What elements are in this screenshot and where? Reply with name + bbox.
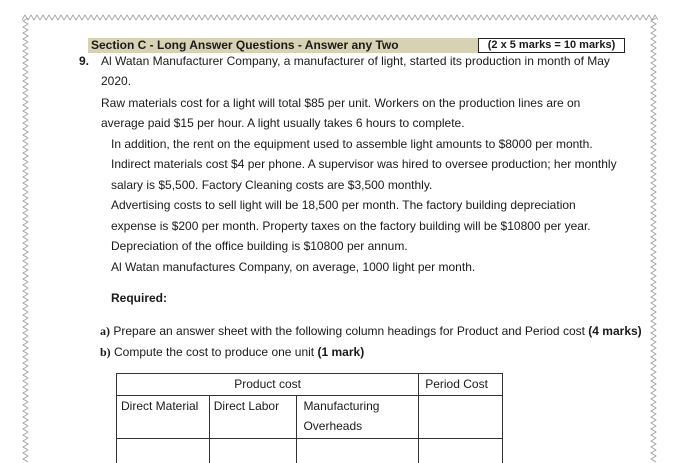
task-b-label: b)	[100, 345, 111, 359]
perforated-top-border	[22, 14, 658, 22]
table-cell	[117, 439, 210, 463]
question-line: 2020.	[101, 74, 132, 88]
question-line: salary is $5,500. Factory Cleaning costs are $3,500 monthly.	[111, 178, 433, 192]
question-line: Al Watan manufactures Company, on average, 1000 light per month.	[111, 260, 476, 274]
table-cell	[419, 439, 503, 463]
perforated-right-border	[650, 18, 658, 463]
period-cost-header: Period Cost	[419, 374, 503, 396]
question-line: Indirect materials cost $4 per phone. A supervisor was hired to oversee production; her monthly	[111, 157, 617, 171]
period-cost-cell	[419, 396, 503, 439]
question-line: Raw materials cost for a light will total $85 per unit. Workers on the production lines are on	[101, 96, 581, 110]
question-line: In addition, the rent on the equipment used to assemble light amounts to $8000 per month.	[111, 137, 593, 151]
task-b-marks: (1 mark)	[317, 345, 365, 359]
question-number: 9.	[79, 54, 90, 68]
required-label: Required:	[111, 291, 168, 305]
task-a-text: Prepare an answer sheet with the following column headings for Product and Period cost	[113, 324, 585, 338]
question-line: Al Watan Manufacturer Company, a manufacturer of light, started its production in month of May	[101, 54, 610, 68]
section-header-title: Section C - Long Answer Questions - Answer any Two	[91, 38, 399, 52]
table-header-row	[117, 374, 503, 396]
table-cell	[297, 439, 419, 463]
table-subheader-row	[117, 396, 503, 439]
task-b	[100, 345, 364, 359]
direct-labor-header: Direct Labor	[209, 396, 297, 439]
direct-material-header: Direct Material	[117, 396, 210, 439]
task-a-marks: (4 marks)	[588, 324, 642, 338]
question-line: Advertising costs to sell light will be 18,500 per month. The factory building depreciation	[111, 198, 576, 212]
table-cell	[209, 439, 297, 463]
table-row	[117, 439, 503, 463]
perforated-left-border	[22, 18, 30, 463]
cost-table	[116, 373, 503, 463]
question-line: Depreciation of the office building is $10800 per annum.	[111, 239, 408, 253]
question-line: expense is $200 per month. Property taxes on the factory building will be $10800 per year.	[111, 219, 591, 233]
marks-box: (2 x 5 marks = 10 marks)	[478, 38, 625, 53]
task-a	[100, 324, 642, 338]
question-line: average paid $15 per hour. A light usually takes 6 hours to complete.	[101, 116, 465, 130]
task-b-text: Compute the cost to produce one unit	[114, 345, 315, 359]
overheads-line: Overheads	[303, 419, 363, 433]
manufacturing-line: Manufacturing	[303, 399, 380, 413]
product-cost-header: Product cost	[117, 374, 419, 396]
manufacturing-overheads-header	[297, 396, 419, 439]
task-a-label: a)	[100, 324, 110, 338]
